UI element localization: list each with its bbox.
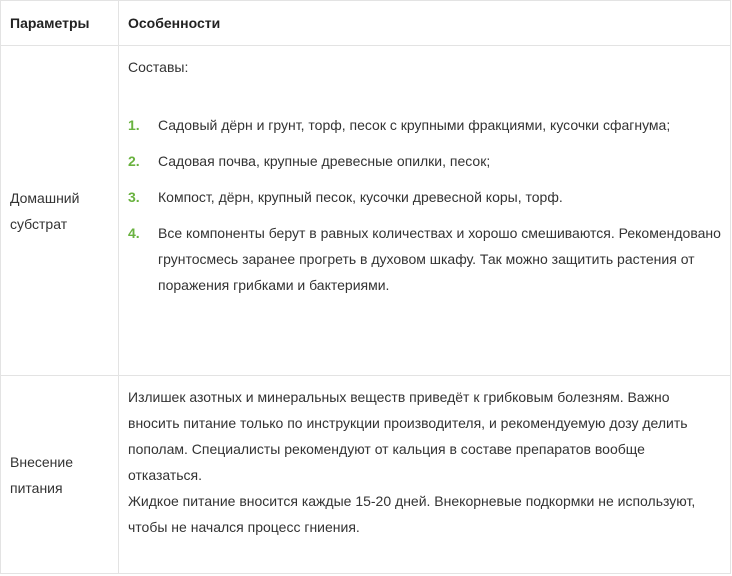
list-item bbox=[128, 184, 722, 210]
table-row bbox=[1, 376, 731, 574]
list-item-text: Компост, дёрн, крупный песок, кусочки древесной коры, торф. bbox=[158, 189, 563, 205]
compositions-intro: Составы: bbox=[128, 59, 189, 75]
row-label-substrate: Домашний субстрат bbox=[1, 46, 119, 376]
list-item bbox=[128, 148, 722, 174]
row-label-feeding: Внесение питания bbox=[1, 376, 119, 574]
row-content-substrate bbox=[119, 46, 731, 376]
list-item bbox=[128, 220, 722, 298]
list-item-text: Все компоненты берут в равных количествах и хорошо смешиваются. Рекомендовано грунтосмесь заранее прогреть в духовом шкафу. Так можно защитить растения от поражения грибками и бактериями. bbox=[158, 225, 721, 293]
list-item-text: Садовый дёрн и грунт, торф, песок с крупными фракциями, кусочки сфагнума; bbox=[158, 117, 671, 133]
feeding-paragraph: Излишек азотных и минеральных веществ приведёт к грибковым болезням. Важно вносить питание только по инструкции производителя, и рекомендуемую дозу делить пополам. Специалисты рекомендуют от кальция в составе препаратов вообще отказаться. bbox=[128, 389, 688, 483]
list-item bbox=[128, 112, 722, 138]
compositions-list bbox=[128, 112, 722, 298]
list-item-number: 2. bbox=[128, 153, 140, 169]
row-content-feeding bbox=[119, 376, 731, 574]
list-item-number: 4. bbox=[128, 225, 140, 241]
list-item-number: 1. bbox=[128, 117, 140, 133]
table-row bbox=[1, 46, 731, 376]
list-item-text: Садовая почва, крупные древесные опилки, песок; bbox=[158, 153, 491, 169]
table-header-row bbox=[1, 1, 731, 46]
feeding-paragraph: Жидкое питание вносится каждые 15-20 дней. Внекорневые подкормки не используют, чтобы не начался процесс гниения. bbox=[128, 493, 696, 535]
list-item-number: 3. bbox=[128, 189, 140, 205]
header-parameters: Параметры bbox=[1, 1, 119, 46]
header-features: Особенности bbox=[119, 1, 731, 46]
